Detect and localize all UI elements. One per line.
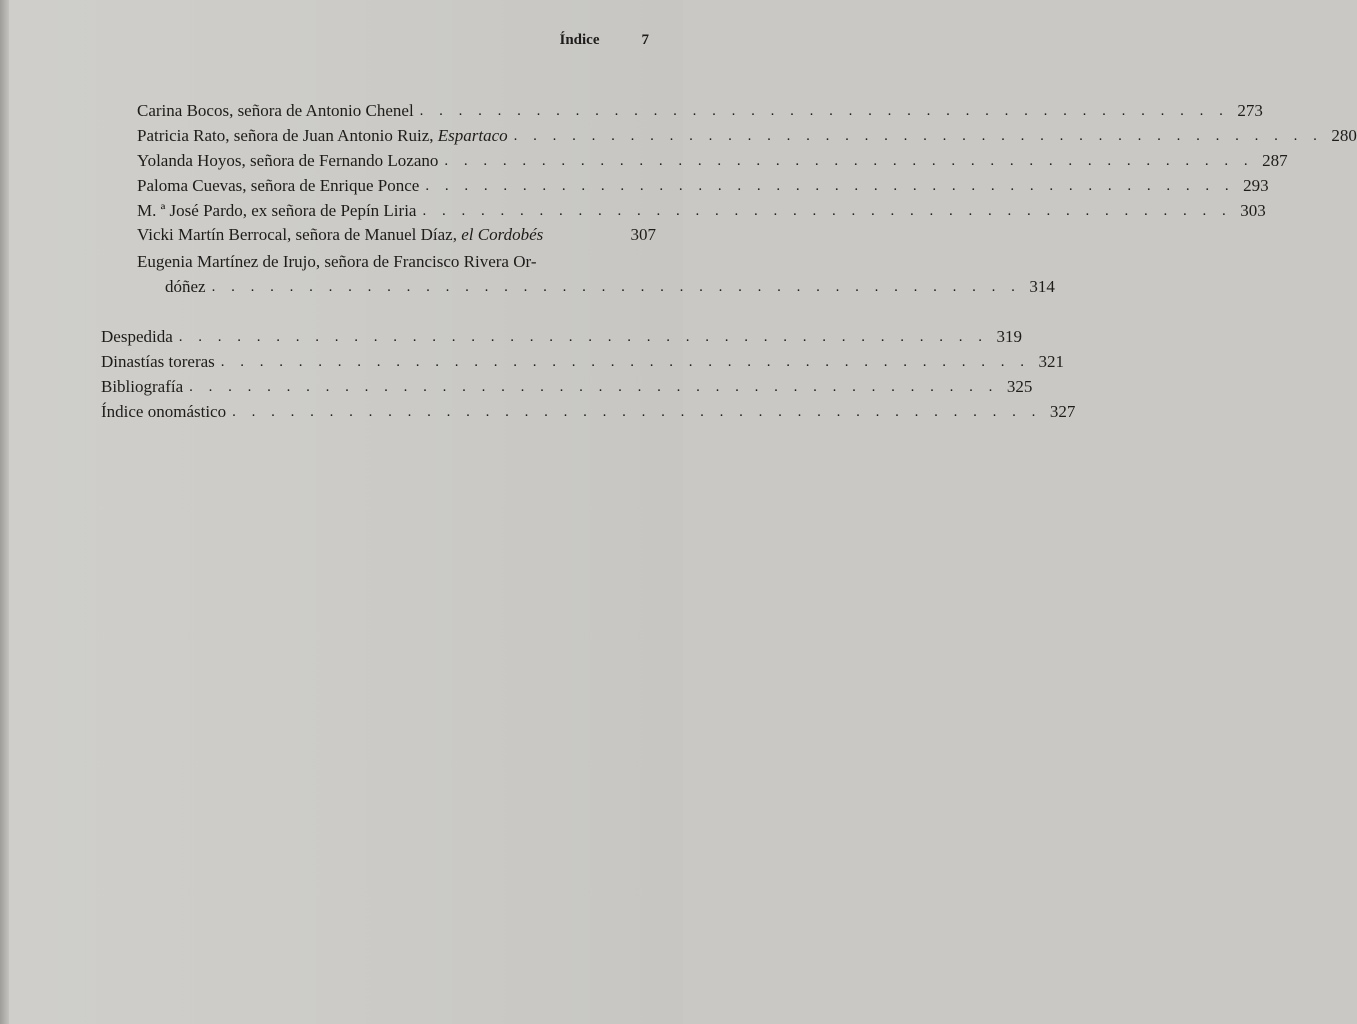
toc-entry-title: Paloma Cuevas, señora de Enrique Ponce xyxy=(137,176,420,195)
toc-leader-dots: . . . . . . . . . . . . . . . . . . . . . . . . . . . . . . . . . . . . . . . . . . xyxy=(422,203,1232,219)
toc-entry xyxy=(137,151,1288,171)
toc-entry-page: 327 xyxy=(1049,402,1076,421)
toc-entry-title: Bibliografía xyxy=(101,377,184,396)
toc-leader-dots: . . . . . . . . . . . . . . . . . . . . . . . . . . . . . . . . . . . . . . . . . . xyxy=(419,103,1229,119)
toc-entry-page: 303 xyxy=(1240,201,1266,220)
running-head-page-number: 7 xyxy=(641,32,649,48)
toc-entry-title: Índice onomástico xyxy=(101,402,227,421)
toc-entry-title: Dinastías toreras xyxy=(101,352,215,371)
toc-entry xyxy=(101,377,1033,397)
running-head-section: Índice xyxy=(559,32,600,48)
toc-leader-dots: . . . . . . . . . . . . . . . . . . . . . . . . . . . . . . . . . . . . . . . . . . xyxy=(232,404,1042,420)
toc-entry-title-italic: Espartaco xyxy=(437,126,508,145)
toc-entry-page: 319 xyxy=(996,327,1023,346)
toc-leader-dots: . . . . . . . . . . . . . . . . . . . . . . . . . . . . . . . . . . . . . . . . . . xyxy=(425,178,1235,194)
toc-entry-page: 287 xyxy=(1262,151,1288,170)
toc-entry-page: 280 xyxy=(1331,126,1357,145)
toc-entry-title: Despedida xyxy=(101,327,173,346)
toc-entry-title xyxy=(137,225,543,245)
toc-entry-title xyxy=(137,126,508,146)
toc-entry-title-italic: el Cordobés xyxy=(461,225,544,244)
toc-entry-title-text: Patricia Rato, señora de Juan Antonio Ruiz, xyxy=(137,126,438,145)
toc-leader-dots: . . . . . . . . . . . . . . . . . . . . . . . . . . . . . . . . . . . . . . . . . . xyxy=(444,153,1254,169)
toc-entry xyxy=(137,201,1266,221)
toc-entry-title-line1: Eugenia Martínez de Irujo, señora de Francisco Rivera Or- xyxy=(137,252,537,271)
toc-leader-dots: . . . . . . . . . . . . . . . . . . . . . . . . . . . . . . . . . . . . . . . . . . xyxy=(189,379,999,395)
toc-leader-dots: . . . . . . . . . . . . . . . . . . . . . . . . . . . . . . . . . . . . . . . . . . xyxy=(513,128,1323,144)
toc-entry xyxy=(137,176,1269,196)
running-head xyxy=(559,32,649,49)
toc-entry-page: 293 xyxy=(1243,176,1269,195)
toc-leader-dots: . . . . . . . . . . . . . . . . . . . . . . . . . . . . . . . . . . . . . . . . . . xyxy=(220,354,1031,370)
toc-leader-dots: . . . . . . . . . . . . . . . . . . . . . . . . . . . . . . . . . . . . . . . . . . xyxy=(211,279,1021,295)
toc-entry xyxy=(137,225,656,245)
toc-leader-dots: . . . . . . . . . . . . . . . . . . . . . . . . . . . . . . . . . . . . . . . . . . xyxy=(178,329,989,345)
toc-entry-page: 321 xyxy=(1038,352,1065,371)
toc-entry-title-line2: dóñez xyxy=(165,277,206,296)
toc-entry-page: 325 xyxy=(1006,377,1033,396)
page-binding-edge xyxy=(0,0,9,1024)
toc-entry xyxy=(137,126,1357,146)
toc-entry-page: 273 xyxy=(1237,101,1263,120)
toc-entry-page: 307 xyxy=(630,225,656,244)
toc-entry-title: Carina Bocos, señora de Antonio Chenel xyxy=(137,101,414,120)
toc-entry-title-text: Vicki Martín Berrocal, señora de Manuel Díaz, xyxy=(137,225,462,244)
toc-entry-title: Yolanda Hoyos, señora de Fernando Lozano xyxy=(137,151,439,170)
toc-entry-title: M. ª José Pardo, ex señora de Pepín Liria xyxy=(137,201,417,220)
toc-entry-page: 314 xyxy=(1029,277,1055,296)
toc-entry xyxy=(101,327,1023,347)
toc-entry xyxy=(165,277,1055,297)
toc-entry xyxy=(101,402,1076,422)
toc-entry xyxy=(101,352,1065,372)
toc-entry xyxy=(137,101,1263,121)
